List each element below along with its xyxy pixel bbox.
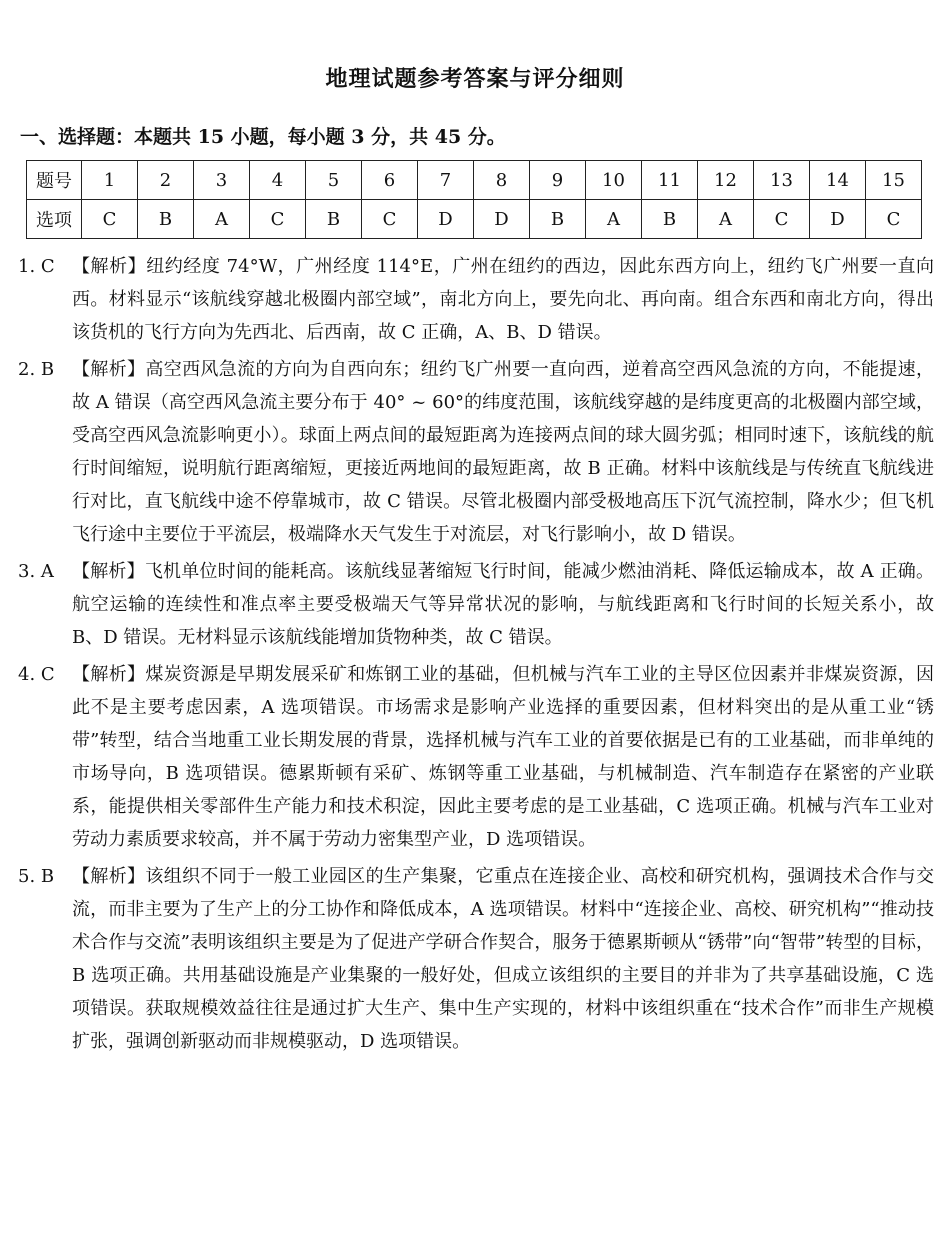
answer-cell: B	[642, 200, 698, 239]
answer-row	[27, 200, 922, 239]
question-number-row	[27, 161, 922, 200]
question-number: 13	[754, 161, 810, 200]
answer-cell: B	[138, 200, 194, 239]
answer-cell: B	[306, 200, 362, 239]
question-number: 9	[530, 161, 586, 200]
question-number: 8	[474, 161, 530, 200]
item-number: 3. A	[18, 561, 54, 582]
item-number: 2. B	[18, 359, 55, 380]
row-label-number: 题号	[27, 161, 82, 200]
answer-cell: C	[250, 200, 306, 239]
question-number: 4	[250, 161, 306, 200]
explanation-item	[18, 555, 934, 654]
question-number: 2	[138, 161, 194, 200]
item-number: 1. C	[18, 256, 55, 277]
question-number: 1	[82, 161, 138, 200]
answer-cell: D	[810, 200, 866, 239]
answer-cell: C	[754, 200, 810, 239]
answer-cell: A	[698, 200, 754, 239]
explanation-item	[18, 658, 934, 856]
answer-cell: A	[194, 200, 250, 239]
question-number: 6	[362, 161, 418, 200]
question-number: 10	[586, 161, 642, 200]
item-number: 5. B	[18, 866, 55, 887]
answer-cell: B	[530, 200, 586, 239]
item-text: 【解析】该组织不同于一般工业园区的生产集聚，它重点在连接企业、高校和研究机构，强调技术合作与交流，而非主要为了生产上的分工协作和降低成本，A 选项错误。材料中“连接企业、高校、研究机构”“推动技术合作与交流”表明该组织主要是为了促进产学研合作契合，服务于德累斯顿从“锈带”向“智带”转型的目标，B 选项正确。共用基础设施是产业集聚的一般好处，但成立该组织的主要目的并非为了共享基础设施，C 选项错误。获取规模效益往往是通过扩大生产、集中生产实现的，材料中该组织重在“技术合作”而非生产规模扩张，强调创新驱动而非规模驱动，D 选项错误。	[72, 866, 934, 1052]
explanation-item	[18, 250, 934, 349]
question-number: 14	[810, 161, 866, 200]
item-number: 4. C	[18, 664, 55, 685]
question-number: 12	[698, 161, 754, 200]
answer-table	[26, 160, 922, 239]
explanation-item	[18, 860, 934, 1058]
answer-cell: A	[586, 200, 642, 239]
question-number: 15	[866, 161, 922, 200]
explanation-list	[18, 250, 934, 1062]
row-label-answer: 选项	[27, 200, 82, 239]
explanation-item	[18, 353, 934, 551]
item-text: 【解析】飞机单位时间的能耗高。该航线显著缩短飞行时间，能减少燃油消耗、降低运输成本，故 A 正确。航空运输的连续性和准点率主要受极端天气等异常状况的影响，与航线距离和飞行时间的长短关系小，故 B、D 错误。无材料显示该航线能增加货物种类，故 C 错误。	[72, 561, 934, 648]
answer-cell: C	[362, 200, 418, 239]
question-number: 11	[642, 161, 698, 200]
question-number: 3	[194, 161, 250, 200]
answer-cell: D	[418, 200, 474, 239]
answer-cell: C	[82, 200, 138, 239]
section-heading: 一、选择题：本题共 15 小题，每小题 3 分，共 45 分。	[20, 126, 506, 148]
answer-cell: C	[866, 200, 922, 239]
question-number: 7	[418, 161, 474, 200]
item-text: 【解析】高空西风急流的方向为自西向东；纽约飞广州要一直向西，逆着高空西风急流的方向，不能提速，故 A 错误（高空西风急流主要分布于 40° ~ 60°的纬度范围，该航线穿越的是纬度更高的北极圈内部空域，受高空西风急流影响更小）。球面上两点间的最短距离为连接两点间的球大圆劣弧；相同时速下，该航线的航行时间缩短，说明航行距离缩短，更接近两地间的最短距离，故 B 正确。材料中该航线是与传统直飞航线进行对比，直飞航线中途不停靠城市，故 C 错误。尽管北极圈内部受极地高压下沉气流控制，降水少；但飞机飞行途中主要位于平流层，极端降水天气发生于对流层，对飞行影响小，故 D 错误。	[72, 359, 934, 545]
item-text: 【解析】纽约经度 74°W，广州经度 114°E，广州在纽约的西边，因此东西方向上，纽约飞广州要一直向西。材料显示“该航线穿越北极圈内部空域”，南北方向上，要先向北、再向南。组合东西和南北方向，得出该货机的飞行方向为先西北、后西南，故 C 正确，A、B、D 错误。	[72, 256, 934, 343]
item-text: 【解析】煤炭资源是早期发展采矿和炼钢工业的基础，但机械与汽车工业的主导区位因素并非煤炭资源，因此不是主要考虑因素，A 选项错误。市场需求是影响产业选择的重要因素，但材料突出的是从重工业“锈带”转型，结合当地重工业长期发展的背景，选择机械与汽车工业的首要依据是已有的工业基础，而非单纯的市场导向，B 选项错误。德累斯顿有采矿、炼钢等重工业基础，与机械制造、汽车制造存在紧密的产业联系，能提供相关零部件生产能力和技术积淀，因此主要考虑的是工业基础，C 选项正确。机械与汽车工业对劳动力素质要求较高，并不属于劳动力密集型产业，D 选项错误。	[72, 664, 934, 850]
page-title: 地理试题参考答案与评分细则	[325, 66, 625, 92]
answer-cell: D	[474, 200, 530, 239]
question-number: 5	[306, 161, 362, 200]
